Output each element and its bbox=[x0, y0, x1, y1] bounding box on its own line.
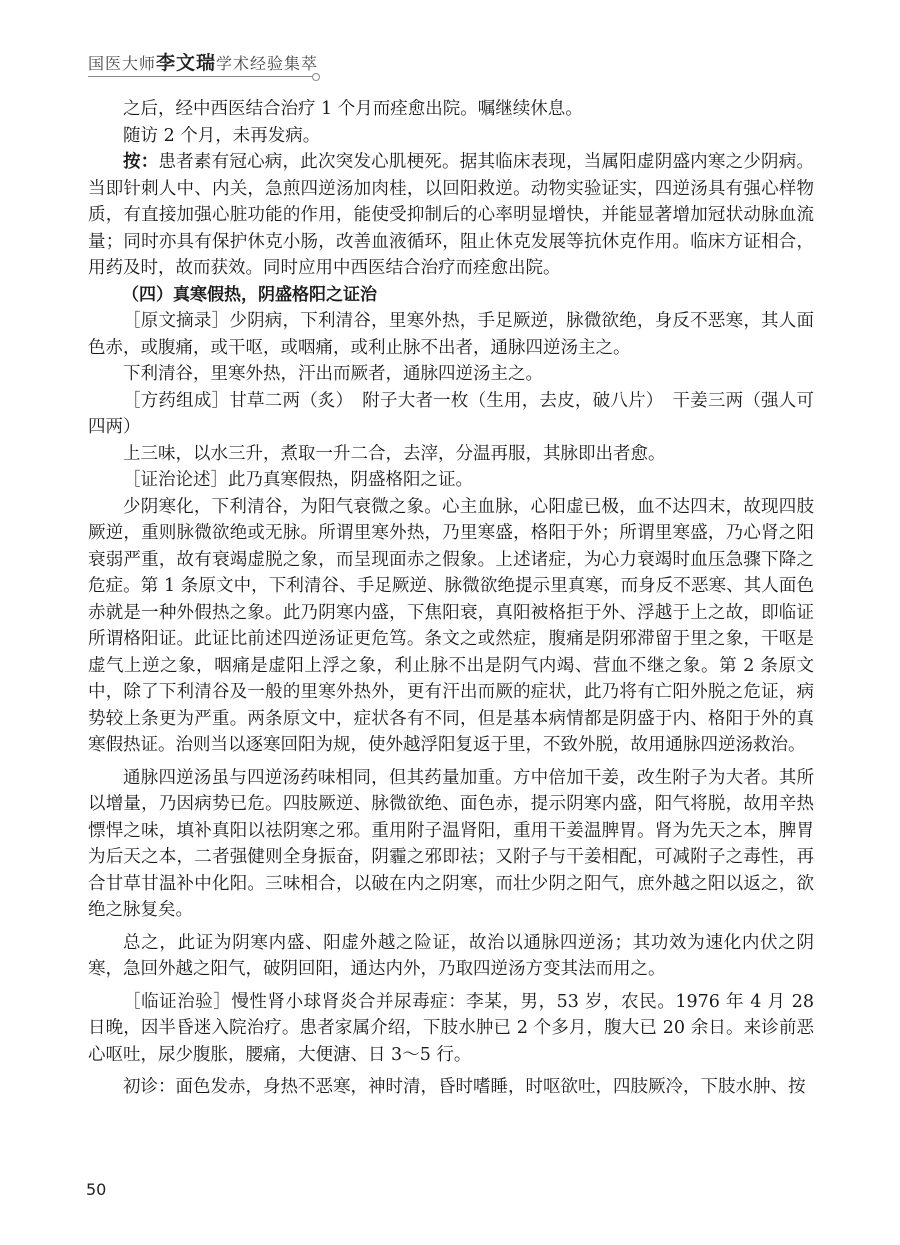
paragraph-original-text: ［原文摘录］少阴病，下利清谷，里寒外热，手足厥逆，脉微欲绝，身反不恶寒，其人面色赤，或腹痛，或干呕，或咽痛，或利止脉不出者，通脉四逆汤主之。 bbox=[88, 311, 814, 358]
paragraph-preparation: 上三味，以水三升，煮取一升二合，去滓，分温再服，其脉即出者愈。 bbox=[123, 443, 666, 464]
paragraph-discussion-intro: ［证治论述］此乃真寒假热，阴盛格阳之证。 bbox=[123, 470, 473, 490]
book-title-suffix: 学术经验集萃 bbox=[216, 54, 319, 73]
page-body bbox=[88, 96, 814, 1101]
commentary-text: 患者素有冠心病，此次突发心肌梗死。据其临床表现，当属阳虚阴盛内寒之少阴病。当即针刺人中、内关，急煎四逆汤加肉桂，以回阳救逆。动物实验证实，四逆汤具有强心样物质，有直接加强心脏功能的作用，能使受抑制后的心率明显增快，并能显著增加冠状动脉血流量；同时亦具有保护休克小肠，改善血液循环，阻止休克发展等抗休克作用。临床方证相合，用药及时，故而获效。同时应用中西医结合治疗而痊愈出院。 bbox=[88, 152, 815, 278]
running-header bbox=[88, 40, 818, 84]
paragraph-first-visit: 初诊：面色发赤，身热不恶寒，神时清，昏时嗜睡，时呕欲吐，四肢厥冷，下肢水肿、按 bbox=[123, 1077, 806, 1097]
paragraph-followup: 随访 2 个月，未再发病。 bbox=[123, 125, 321, 146]
paragraph-summary: 总之，此证为阴寒内盛、阳虚外越之险证，故治以通脉四逆汤；其功效为速化内伏之阴寒，急回外越之阳气，破阴回阳，通达内外，乃取四逆汤方变其法而用之。 bbox=[88, 932, 814, 979]
paragraph-formula-analysis: 通脉四逆汤虽与四逆汤药味相同，但其药量加重。方中倍加干姜，改生附子为大者。其所以增量，乃因病势已危。四肢厥逆、脉微欲绝、面色赤，提示阴寒内盛，阳气将脱，故用辛热慓悍之味，填补真阳以祛阴寒之邪。重用附子温肾阳，重用干姜温脾胃。肾为先天之本，脾胃为后天之本，二者强健则全身振奋，阴霾之邪即祛；又附子与干姜相配，可减附子之毒性，再合甘草甘温补中化阳。三味相合，以破在内之阴寒，而壮少阴之阳气，庶外越之阳以返之，欲绝之脉复矣。 bbox=[88, 767, 814, 920]
header-divider bbox=[88, 76, 314, 77]
page-number: 50 bbox=[86, 1180, 107, 1199]
paragraph-formula: ［方药组成］甘草二两（炙） 附子大者一枚（生用，去皮，破八片） 干姜三两（强人可四两） bbox=[88, 390, 814, 437]
paragraph-original-text-2: 下利清谷，里寒外热，汗出而厥者，通脉四逆汤主之。 bbox=[123, 364, 543, 384]
section-heading: （四）真寒假热，阴盛格阳之证治 bbox=[122, 284, 377, 305]
book-title-name: 李文瑞 bbox=[156, 52, 217, 74]
book-title-prefix: 国医大师 bbox=[88, 54, 157, 73]
paragraph-continuation: 之后，经中西医结合治疗 1 个月而痊愈出院。嘱继续休息。 bbox=[123, 99, 583, 119]
paragraph-discussion: 少阴寒化，下利清谷，为阳气衰微之象。心主血脉，心阳虚已极，血不达四末，故现四肢厥逆，重则脉微欲绝或无脉。所谓里寒外热，乃里寒盛，格阳于外；所谓里寒盛，乃心肾之阳衰弱严重，故有衰竭虚脱之象，而呈现面赤之假象。上述诸症，为心力衰竭时血压急骤下降之危症。第 1 条原文中，下利清谷、手足厥逆、脉微欲绝提示里真寒，而身反不恶寒、其人面色赤就是一种外假热之象。此乃阴寒内盛，下焦阳衰，真阳被格拒于外、浮越于上之故，即临证所谓格阳证。此证比前述四逆汤证更危笃。条文之或然症，腹痛是阴邪滞留于里之象，干呕是虚气上逆之象，咽痛是虚阳上浮之象，利止脉不出是阴气内竭、营血不继之象。第 2 条原文中，除了下利清谷及一般的里寒外热外，更有汗出而厥的症状，此乃将有亡阳外脱之危证，病势较上条更为严重。两条原文中，症状各有不同，但是基本病情都是阴盛于内、格阳于外的真寒假热证。治则当以逐寒回阳为规，使外越浮阳复返于里，不致外脱，故用通脉四逆汤救治。 bbox=[88, 496, 814, 755]
paragraph-commentary bbox=[88, 149, 814, 282]
header-divider-dot bbox=[312, 73, 320, 81]
paragraph-case-report: ［临证治验］慢性肾小球肾炎合并尿毒症：李某，男，53 岁，农民。1976 年 4 月 28 日晚，因半昏迷入院治疗。患者家属介绍，下肢水肿已 2 个多月，腹大已 20 余日。来诊前恶心呕吐，尿少腹胀，腰痛，大便溏、日 3～5 行。 bbox=[88, 991, 814, 1065]
book-title bbox=[88, 48, 318, 75]
commentary-lead: 按： bbox=[123, 152, 159, 172]
